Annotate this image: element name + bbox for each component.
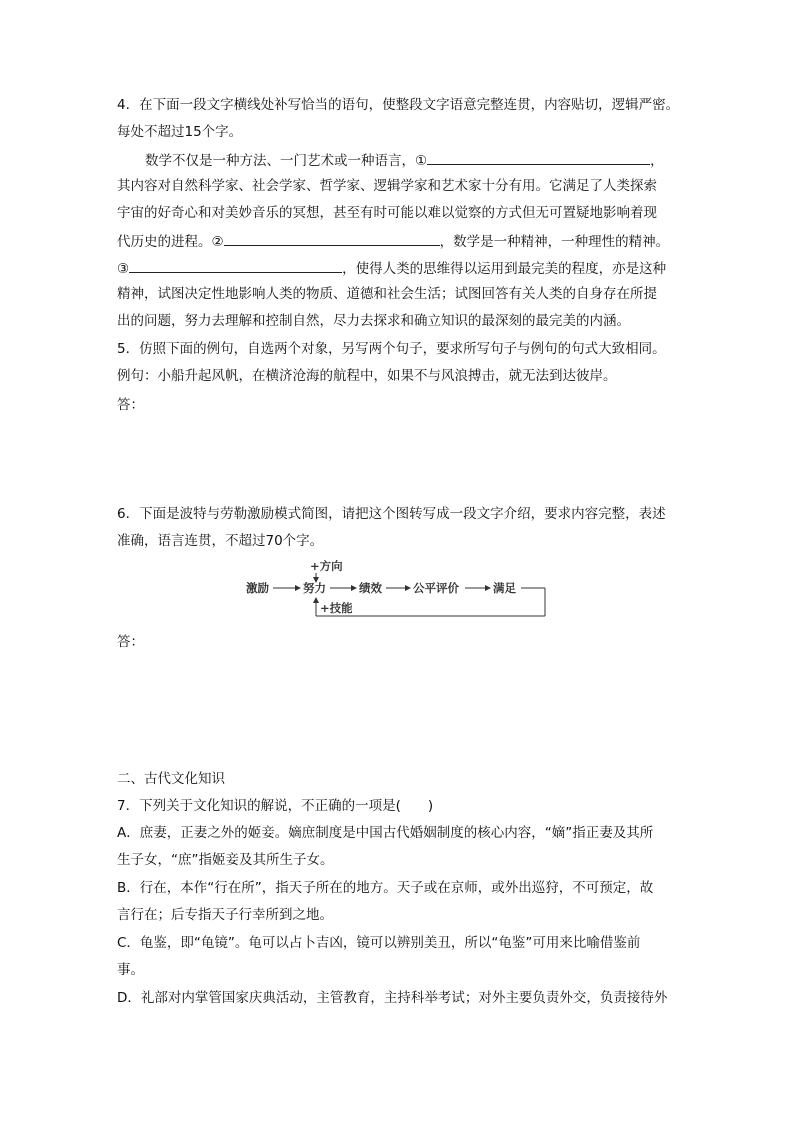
option-d-line-1: D．礼部对内掌管国家庆典活动，主管教育，主持科举考试；对外主要负责外交，负责接待外: [117, 990, 668, 1006]
q6-answer-label: 答：: [117, 634, 144, 650]
q4-passage-line-1: [145, 150, 664, 170]
q4-prompt-line-1: 4．在下面一段文字横线处补写恰当的语句，使整段文字语意完整连贯，内容贴切，逻辑严密。: [117, 97, 680, 113]
motivation-model-diagram: [240, 560, 560, 622]
section-heading: 二、古代文化知识: [117, 771, 225, 787]
q4-passage-line-7: 出的问题，努力去理解和控制自然，尽力去探求和确立知识的最深刻的最完美的内涵。: [117, 313, 630, 329]
answer-blank-1[interactable]: [427, 150, 650, 165]
q4-passage-line-6: 精神，试图决定性地影响人类的物质、道德和社会生活；试图回答有关人类的自身存在所提: [117, 286, 657, 302]
q4-passage-text: ，: [650, 153, 664, 169]
q4-passage-line-3: 宇宙的好奇心和对美妙音乐的冥想，甚至有时可能以难以觉察的方式但无可置疑地影响着现: [117, 205, 657, 221]
q5-example-sentence: 例句：小船升起风帆，在横济沧海的航程中，如果不与风浪搏击，就无法到达彼岸。: [117, 368, 617, 384]
node-effort: 努力: [303, 581, 326, 595]
q4-passage-text: ，使得人类的思维得以运用到最完美的程度，亦是这种: [342, 261, 667, 277]
option-a-line-1: A．庶妻，正妻之外的姬妾。嫡庶制度是中国古代婚姻制度的核心内容，“嫡”指正妻及其所: [117, 825, 654, 841]
q4-passage-text: 代历史的进程。②: [117, 234, 224, 250]
answer-blank-2[interactable]: [224, 231, 440, 246]
answer-blank-3[interactable]: [129, 258, 342, 273]
q4-passage-text: ，数学是一种精神，一种理性的精神。: [439, 234, 670, 250]
skill-label: +技能: [320, 601, 353, 615]
option-a-line-2: 生子女，“庶”指姬妾及其所生子女。: [117, 852, 334, 868]
node-satisfaction: 满足: [493, 581, 516, 595]
q4-passage-line-2: 其内容对自然科学家、社会学家、哲学家、逻辑学家和艺术家十分有用。它满足了人类探索: [117, 178, 657, 194]
q7-stem: 7．下列关于文化知识的解说，不正确的一项是( ): [117, 798, 434, 814]
q4-prompt-line-2: 每处不超过15个字。: [117, 124, 243, 140]
node-performance: 绩效: [359, 581, 382, 595]
node-motivation: 激励: [246, 581, 269, 595]
option-c-line-2: 事。: [117, 962, 144, 978]
option-c-line-1: C．龟鉴，即“龟镜”。龟可以占卜吉凶，镜可以辨别美丑，所以“龟鉴”可用来比喻借鉴前: [117, 935, 641, 951]
q6-prompt-line-2: 准确，语言连贯，不超过70个字。: [117, 533, 324, 549]
q4-passage-text: 数学不仅是一种方法、一门艺术或一种语言，①: [145, 153, 428, 169]
q4-passage-line-5: [117, 258, 666, 278]
q6-prompt-line-1: 6．下面是波特与劳勒激励模式简图，请把这个图转写成一段文字介绍，要求内容完整，表述: [117, 506, 666, 522]
direction-label: +方向: [310, 560, 343, 573]
q4-passage-text: ③: [117, 261, 130, 277]
q4-passage-line-4: [117, 231, 669, 251]
q5-answer-label: 答：: [117, 397, 144, 413]
option-b-line-2: 言行在；后专指天子行幸所到之地。: [117, 907, 333, 923]
q5-prompt-line-1: 5．仿照下面的例句，自选两个对象，另写两个句子，要求所写句子与例句的句式大致相同。: [117, 341, 666, 357]
option-b-line-1: B．行在，本作“行在所”，指天子所在的地方。天子或在京师，或外出巡狩，不可预定，故: [117, 880, 654, 896]
node-fair-evaluation: 公平评价: [413, 581, 459, 595]
